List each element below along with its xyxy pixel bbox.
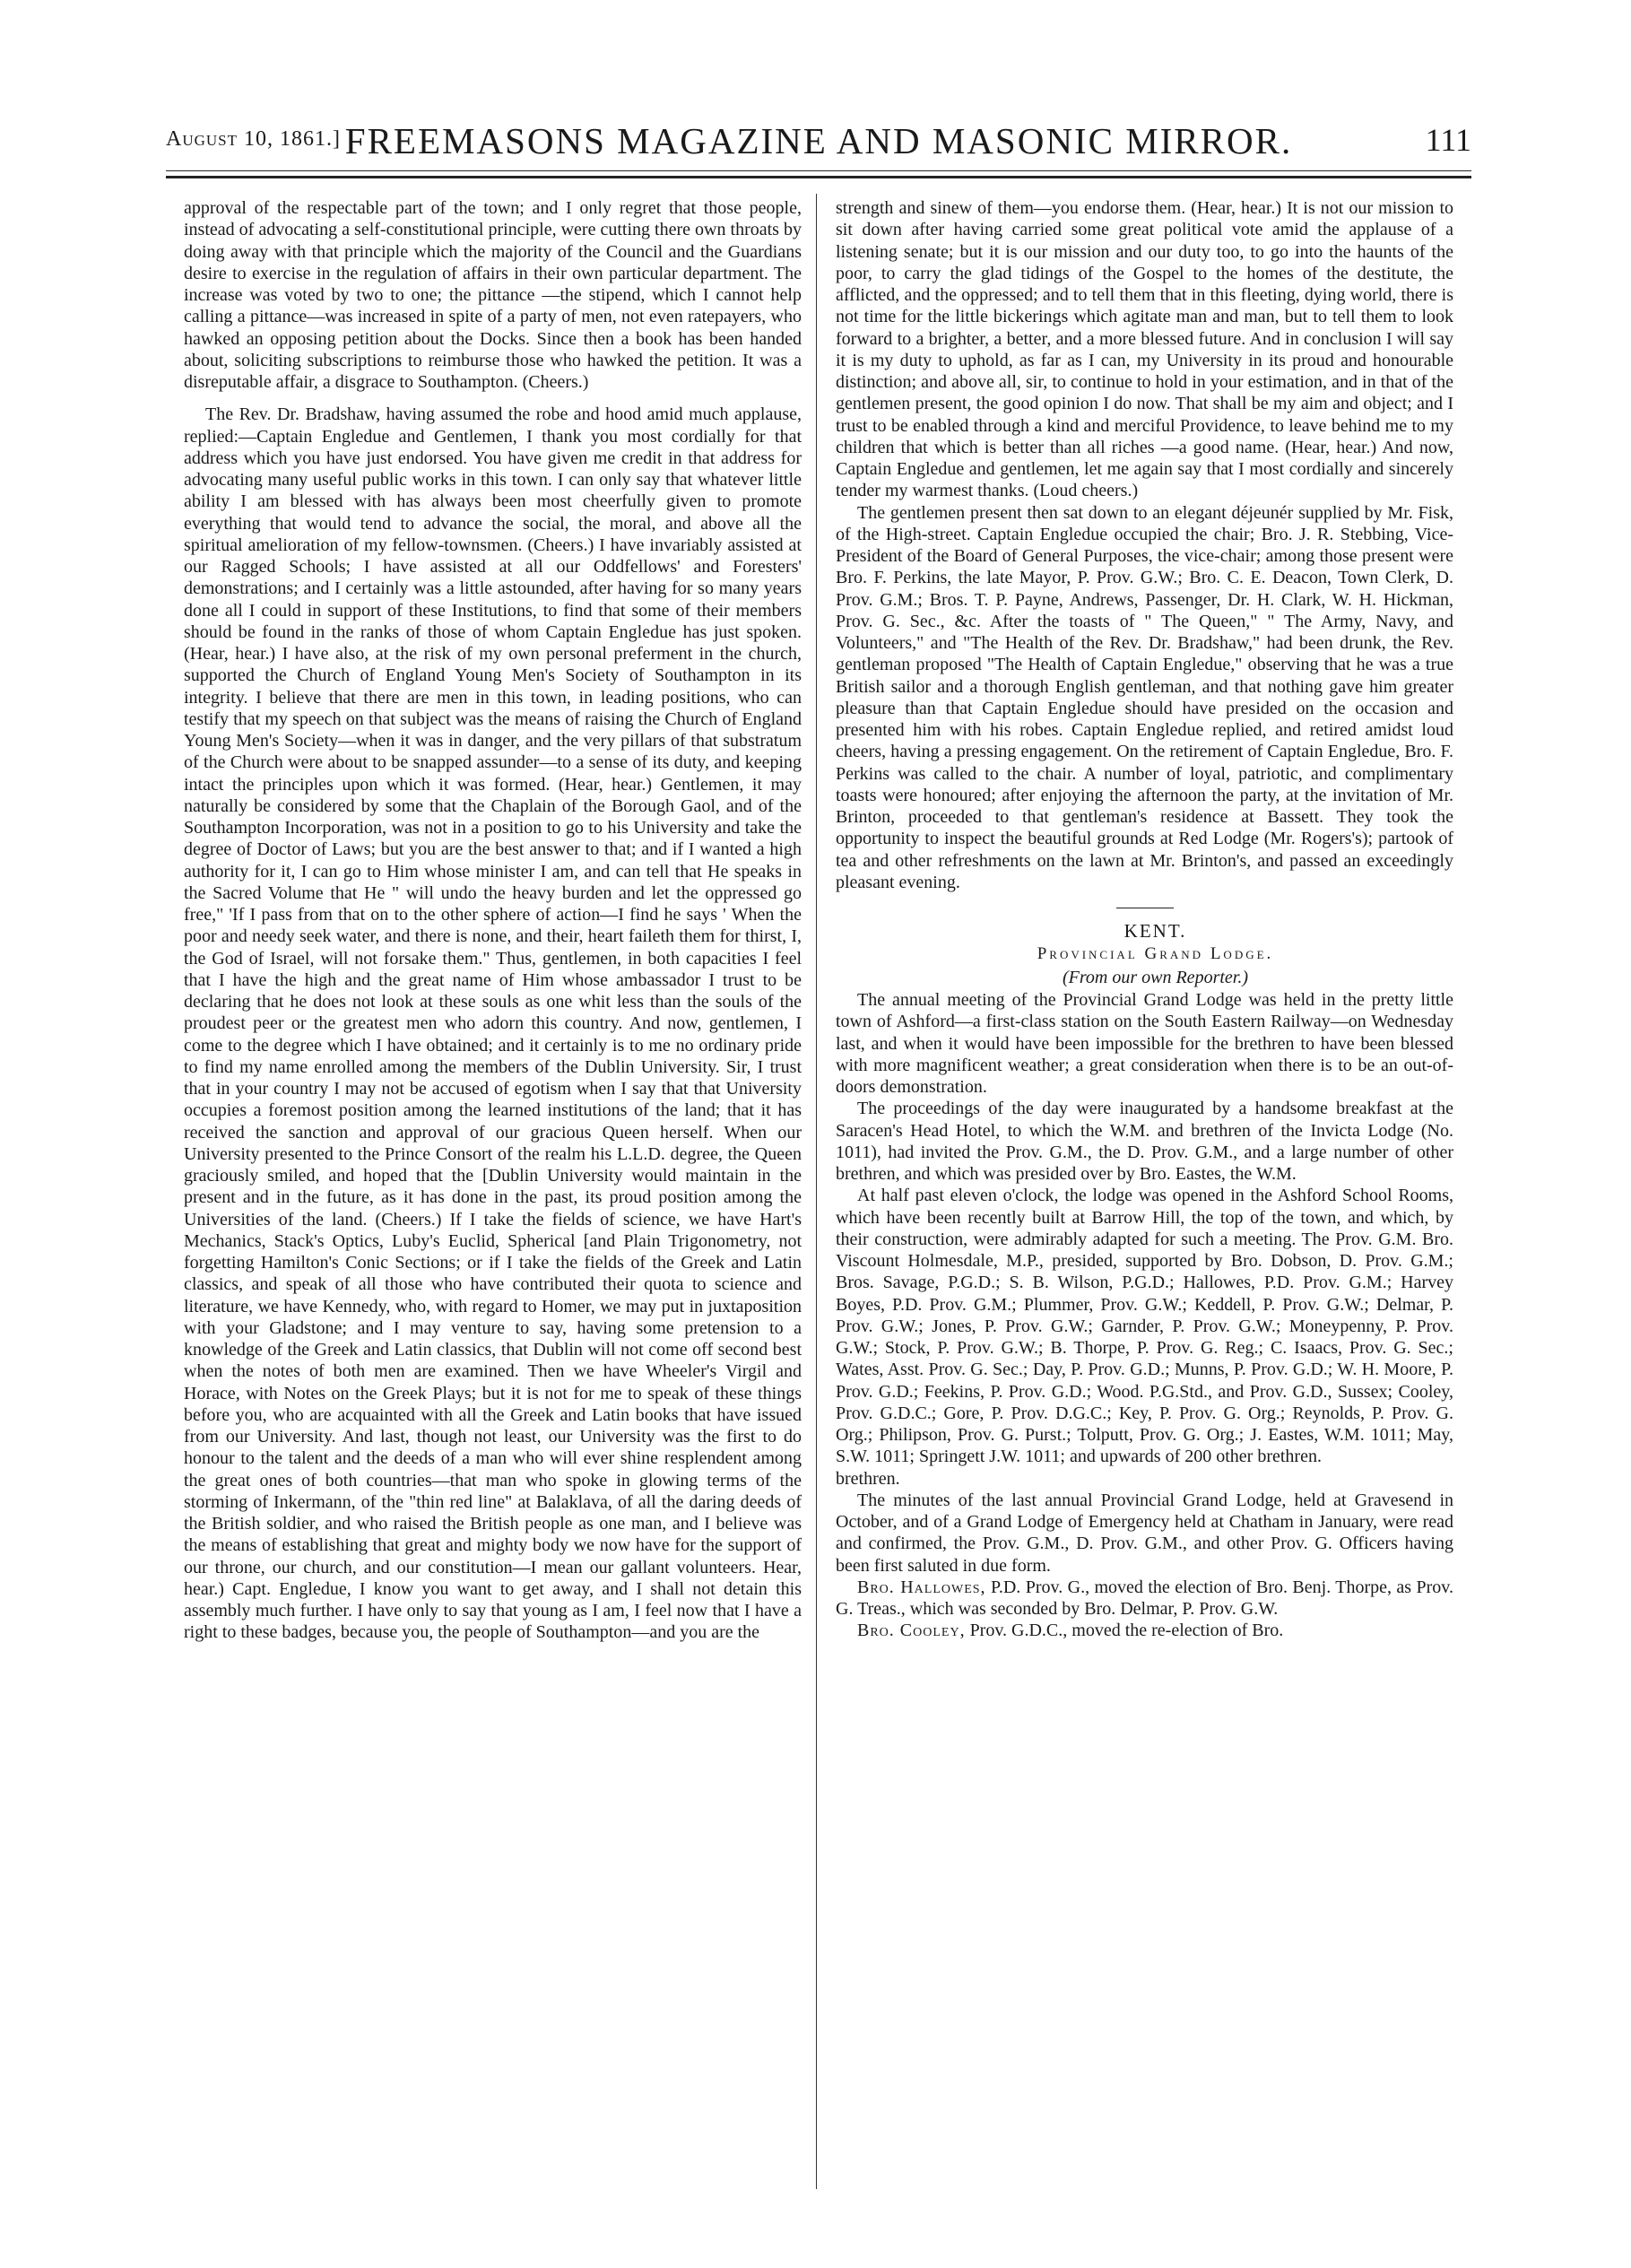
right-paragraph-4: The proceedings of the day were inaugurated by a handsome breakfast at the Saracen's Head Hotel, to which the W.M. and brethren of the Invicta Lodge (No. 1011), had invited the Prov. G.M., the D. Prov. G.M., and a large number of other brethren, and which was presided over by Bro. Eastes, the W.M. [836, 1099, 1453, 1184]
section-subtitle: Provincial Grand Lodge. [1037, 944, 1274, 963]
right-paragraph-5b: brethren. [836, 1468, 900, 1489]
right-paragraph-7 [836, 1577, 1453, 1621]
paragraph-text: P.D. Prov. G., moved the election of Bro. Benj. Thorpe, as Prov. G. Treas., which was seconded by Bro. Delmar, P. Prov. G.W. [836, 1577, 1453, 1619]
speaker-name: Bro. Cooley, [857, 1621, 966, 1641]
right-paragraph-3: The annual meeting of the Provincial Grand Lodge was held in the pretty little town of Ashford—a first-class station on the South Eastern Railway—on Wednesday last, and when it would have been impossible for the brethren to have been blessed with more magnificent weather; a great consideration when there is to be an out-of-doors demonstration. [836, 990, 1453, 1097]
left-column [184, 197, 802, 1644]
right-column [836, 197, 1453, 1642]
left-paragraph-1: approval of the respectable part of the town; and I only regret that those people, instead of advocating a self-constitutional principle, were cutting there own throats by doing away with that principle which the majority of the Council and the Guardians desire to exercise in the regulation of affairs in their own particular department. The increase was voted by two to one; the pittance —the stipend, which I cannot help calling a pittance—was increased in spite of a party of men, not even ratepayers, who hawked an opposing petition about the Docks. Since then a book has been handed about, soliciting subscriptions to reimburse those who hawked the petition. It was a disreputable affair, a disgrace to Southampton. (Cheers.) [184, 198, 802, 392]
header-rule-thick [166, 176, 1471, 178]
header-title: FREEMASONS MAGAZINE AND MASONIC MIRROR. [344, 120, 1293, 161]
section-title: KENT. [1123, 920, 1187, 942]
right-paragraph-8 [836, 1620, 1453, 1641]
right-paragraph-5: At half past eleven o'clock, the lodge was opened in the Ashford School Rooms, which have been recently built at Barrow Hill, the top of the town, and which, by their construction, were admirably adapted for such a meeting. The Prov. G.M. Bro. Viscount Holmesdale, M.P., presided, supported by Bro. Dobson, D. Prov. G.M.; Bros. Savage, P.G.D.; S. B. Wilson, P.G.D.; Hallowes, P.D. Prov. G.M.; Harvey Boyes, P.D. Prov. G.M.; Plummer, Prov. G.W.; Keddell, P. Prov. G.W.; Delmar, P. Prov. G.W.; Jones, P. Prov. G.W.; Garnder, P. Prov. G.W.; Moneypenny, P. Prov. G.W.; Stock, P. Prov. G.W.; B. Thorpe, P. Prov. G. Reg.; C. Isaacs, Prov. G. Sec.; Wates, Asst. Prov. G. Sec.; Day, P. Prov. G.D.; Munns, P. Prov. G.D.; W. H. Moore, P. Prov. G.D.; Feekins, P. Prov. G.D.; Wood. P.G.Std., and Prov. G.D., Sussex; Cooley, Prov. G.D.C.; Gore, P. Prov. D.G.C.; Key, P. Prov. G. Org.; Reynolds, P. Prov. G. Org.; Philipson, Prov. G. Purst.; Tolputt, Prov. G. Org.; J. Eastes, W.M. 1011; May, S.W. 1011; Springett J.W. 1011; and upwards of 200 other brethren. [836, 1186, 1453, 1467]
right-paragraph-2: The gentlemen present then sat down to an elegant déjeunér supplied by Mr. Fisk, of the High-street. Captain Engledue occupied the chair; Bro. J. R. Stebbing, Vice-President of the Board of General Purposes, the vice-chair; among those present were Bro. F. Perkins, the late Mayor, P. Prov. G.W.; Bro. C. E. Deacon, Town Clerk, D. Prov. G.M.; Bros. T. P. Payne, Andrews, Passenger, Dr. H. Clark, W. H. Hickman, Prov. G. Sec., &c. After the toasts of " The Queen," " The Army, Navy, and Volunteers," and "The Health of the Rev. Dr. Bradshaw," had been drunk, the Rev. gentleman proposed "The Health of Captain Engledue," observing that he was a true British sailor and a thorough English gentleman, and that nothing gave him greater pleasure than that Captain Engledue should have presided on the occasion and presented him with his robes. Captain Engledue replied, and retired amidst loud cheers, having a pressing engagement. On the retirement of Captain Engledue, Bro. F. Perkins was called to the chair. A number of loyal, patriotic, and complimentary toasts were honoured; after enjoying the afternoon the party, at the invitation of Mr. Brinton, proceeded to that gentleman's residence at Bassett. They took the opportunity to inspect the beautiful grounds at Red Lodge (Mr. Rogers's); partook of tea and other refreshments on the lawn at Mr. Brinton's, and passed an exceedingly pleasant evening. [836, 502, 1453, 892]
page-header [166, 119, 1471, 164]
column-divider [816, 194, 817, 2189]
right-paragraph-6: The minutes of the last annual Provincial Grand Lodge, held at Gravesend in October, and of a Grand Lodge of Emergency held at Chatham in January, were read and confirmed, the Prov. G.M., D. Prov. G.M., and other Prov. G. Officers having been first saluted in due form. [836, 1490, 1453, 1576]
speaker-name: Bro. Hallowes, [857, 1577, 986, 1597]
left-paragraph-2: The Rev. Dr. Bradshaw, having assumed the robe and hood amid much applause, replied:—Captain Engledue and Gentlemen, I thank you most cordially for that address which you have just endorsed. You have given me credit in that address for advocating many useful public works in this town. I can only say that whatever little ability I am blessed with has always been most cheerfully given to promote everything that would tend to advance the social, the moral, and above all the spiritual amelioration of my fellow-townsmen. (Cheers.) I have invariably assisted at our Ragged Schools; I have assisted at all our Oddfellows' and Foresters' demonstrations; and I certainly was a little astounded, after having for so many years done all I could in support of these Institutions, to find that some of their members should be found in the ranks of those of whom Captain Engledue has just spoken. (Hear, hear.) I have also, at the risk of my own personal preferment in the church, supported the Church of England Young Men's Society of Southampton in its integrity. I believe that there are men in this town, in leading positions, who can testify that my speech on that subject was the means of raising the Church of England Young Men's Society—when it was in danger, and the very pillars of that substratum of the Church were about to be snapped assunder—to a sense of its duty, and keeping intact the principles upon which it was formed. (Hear, hear.) Gentlemen, it may naturally be considered by some that the Chaplain of the Borough Gaol, and of the Southampton Incorporation, was not in a position to go to his University and take the degree of Doctor of Laws; but you are the best answer to that; and if I wanted a high authority for it, I can go to Him whose minister I am, and can tell that He speaks in the Sacred Volume that He " will undo the heavy burden and let the oppressed go free," 'If I pass from that on to the other sphere of action—I find he says ' When the poor and needy seek water, and there is none, and their, heart faileth them for thirst, I, the God of Israel, will not forsake them." Thus, gentlemen, in both capacities I feel that I have the high and the great name of Him whose ambassador I trust to be declaring that he does not look at these souls as one whit less than the souls of the proudest peer or the greatest men who adorn this country. And now, gentlemen, I come to the degree which I have obtained; and it certainly is to me no ordinary pride to find my name enrolled among the members of the Dublin University. Sir, I trust that in your country I may not be accused of egotism when I say that that University occupies a foremost position among the learned institutions of the land; that it has received the sanction and approval of our gracious Queen herself. When our University presented to the Prince Consort of the realm his L.L.D. degree, the Queen graciously smiled, and hoped that the [Dublin University would maintain in the present and in the future, as it has done in the past, its proud position among the Universities of the land. (Cheers.) If I take the fields of science, we have Hart's Mechanics, Stack's Optics, Luby's Euclid, Spherical [and Plain Trigonometry, not forgetting Hamilton's Conic Sections; or if I take the fields of the Greek and Latin classics, and speak of all those who have contributed their quota to science and literature, we have Kennedy, who, with regard to Homer, we may put in juxtaposition with your Gladstone; and I may venture to say, having some pretension to a knowledge of the Greek and Latin classics, that Dublin will not come off second best when the notes of both men are examined. Then we have Wheeler's Virgil and Horace, with Notes on the Greek Plays; but it is not for me to speak of these things before you, who are acquainted with all the Greek and Latin books that have issued from our University. And last, though not least, our University was the first to do honour to the talent and the deeds of a man who will ever shine resplendent among the great ones of both countries—that man who spoke in glowing terms of the storming of Inkermann, of the "thin red line" at Balaklava, of all the daring deeds of the British soldier, and who raised the British people as one man, and I believe was the means of establishing that great and mighty body we now have for the support of our throne, our church, and our constitution—I mean our gallant volunteers. Hear, hear.) Capt. Engledue, I know you want to get away, and I shall not detain this assembly much further. I have only to say that young as I am, I feel now that I have a right to these badges, because you, the people of Southampton—and you are the [184, 404, 802, 1643]
header-date: August 10, 1861.] [166, 127, 341, 151]
section-reporter: (From our own Reporter.) [1062, 968, 1249, 987]
page-number: 111 [1425, 122, 1471, 158]
header-rule-thin [166, 170, 1471, 171]
right-paragraph-1: strength and sinew of them—you endorse them. (Hear, hear.) It is not our mission to sit down after having carried some great political vote amid the applause of a listening senate; but it is our mission and our duty too, to go into the haunts of the poor, to carry the glad tidings of the Gospel to the homes of the destitute, the afflicted, and the oppressed; and to tell them that in this fleeting, dying world, there is not time for the little bickerings which agitate man and man, but to tell them to look forward to a brighter, a better, and a more blessed future. And in conclusion I will say it is my duty to uphold, as far as I can, my University in its proud and honourable distinction; and above all, sir, to continue to hold in your estimation, and in that of the gentlemen present, the good opinion I do now. That shall be my aim and object; and I trust to be enabled through a kind and merciful Providence, to leave behind me to my children that which is better than all riches —a good name. (Hear, hear.) And now, Captain Engledue and gentlemen, let me again say that I most cordially and sincerely tender my warmest thanks. (Loud cheers.) [836, 198, 1453, 501]
paragraph-text: Prov. G.D.C., moved the re-election of Bro. [965, 1621, 1284, 1641]
